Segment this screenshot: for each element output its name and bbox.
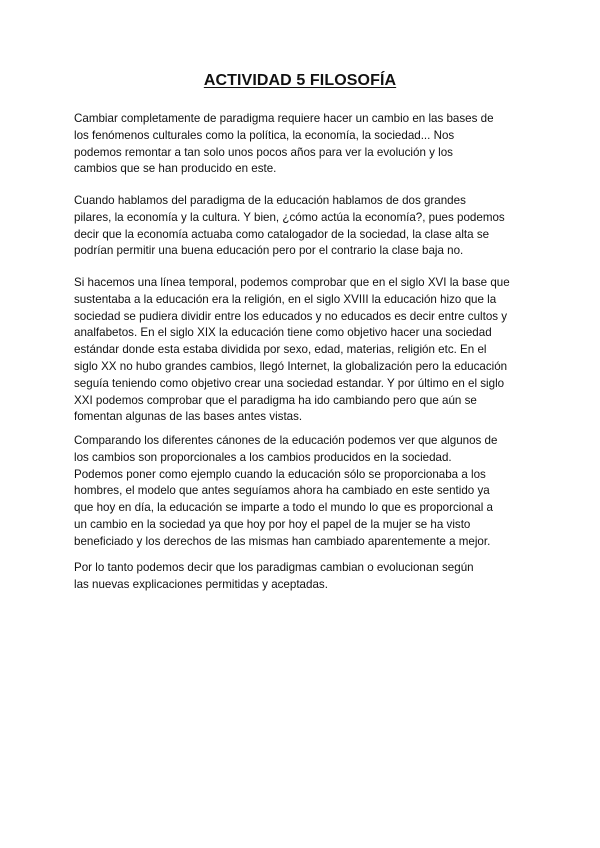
paragraph-line: XXI podemos comprobar que el paradigma ha ido cambiando pero que aún se bbox=[74, 393, 477, 407]
paragraph-line: sociedad se pudiera dividir entre los educados y no educados es decir entre cultos y bbox=[74, 309, 508, 323]
paragraph-line: pilares, la economía y la cultura. Y bien, ¿cómo actúa la economía?, pues podemos bbox=[74, 210, 505, 224]
paragraph-line: Si hacemos una línea temporal, podemos comprobar que en el siglo XVI la base que bbox=[74, 276, 510, 289]
paragraph-line: los fenómenos culturales como la política, la economía, la sociedad... Nos bbox=[74, 128, 455, 142]
paragraph-line: un cambio en la sociedad ya que hoy por hoy el papel de la mujer se ha visto bbox=[74, 517, 471, 531]
paragraph-line: analfabetos. En el siglo XIX la educación tiene como objetivo hacer una sociedad bbox=[74, 326, 492, 340]
paragraph-paradigm-change bbox=[74, 111, 494, 178]
paragraph-line: Cuando hablamos del paradigma de la educación hablamos de dos grandes bbox=[74, 194, 466, 207]
paragraph-line: Podemos poner como ejemplo cuando la educación sólo se proporcionaba a los bbox=[74, 467, 486, 481]
paragraph-line: Comparando los diferentes cánones de la educación podemos ver que algunos de bbox=[74, 434, 498, 447]
page-title: ACTIVIDAD 5 FILOSOFÍA bbox=[203, 72, 397, 89]
paragraph-line: Cambiar completamente de paradigma requiere hacer un cambio en las bases de bbox=[74, 112, 494, 125]
paragraph-timeline bbox=[74, 275, 510, 426]
paragraph-line: podrían permitir una buena educación pero por el contrario la clase baja no. bbox=[74, 244, 464, 258]
paragraph-line: hombres, el modelo que antes seguíamos ahora ha cambiado en este sentido ya bbox=[74, 484, 490, 498]
paragraph-line: sustentaba a la educación era la religión, en el siglo XVIII la educación hizo que la bbox=[74, 292, 497, 306]
paragraph-line: estándar donde esta estaba dividida por sexo, edad, materias, religión etc. En el bbox=[74, 343, 487, 357]
paragraph-line: siglo XX no hubo grandes cambios, llegó Internet, la globalización pero la educación bbox=[74, 359, 508, 373]
paragraph-line: beneficiado y los derechos de las mismas han cambiado aparentemente a mejor. bbox=[74, 534, 491, 548]
paragraph-line: decir que la economía actuaba como catalogador de la sociedad, la clase alta se bbox=[74, 227, 490, 241]
paragraph-line: las nuevas explicaciones permitidas y aceptadas. bbox=[74, 577, 328, 591]
paragraph-line: cambios que se han producido en este. bbox=[74, 162, 277, 176]
paragraph-line: Por lo tanto podemos decir que los paradigmas cambian o evolucionan según bbox=[74, 561, 474, 574]
paragraph-line: podemos remontar a tan solo unos pocos años para ver la evolución y los bbox=[74, 145, 453, 159]
paragraph-education-pillars bbox=[74, 193, 505, 260]
paragraph-line: que hoy en día, la educación se imparte a todo el mundo lo que es proporcional a bbox=[74, 501, 493, 515]
paragraph-comparison bbox=[74, 433, 497, 551]
paragraph-conclusion bbox=[74, 560, 474, 594]
paragraph-line: seguía teniendo como objetivo crear una sociedad estandar. Y por último en el siglo bbox=[74, 376, 505, 390]
paragraph-line: fomentan algunas de las bases antes vistas. bbox=[74, 410, 303, 424]
paragraph-line: los cambios son proporcionales a los cambios producidos en la sociedad. bbox=[74, 450, 452, 464]
